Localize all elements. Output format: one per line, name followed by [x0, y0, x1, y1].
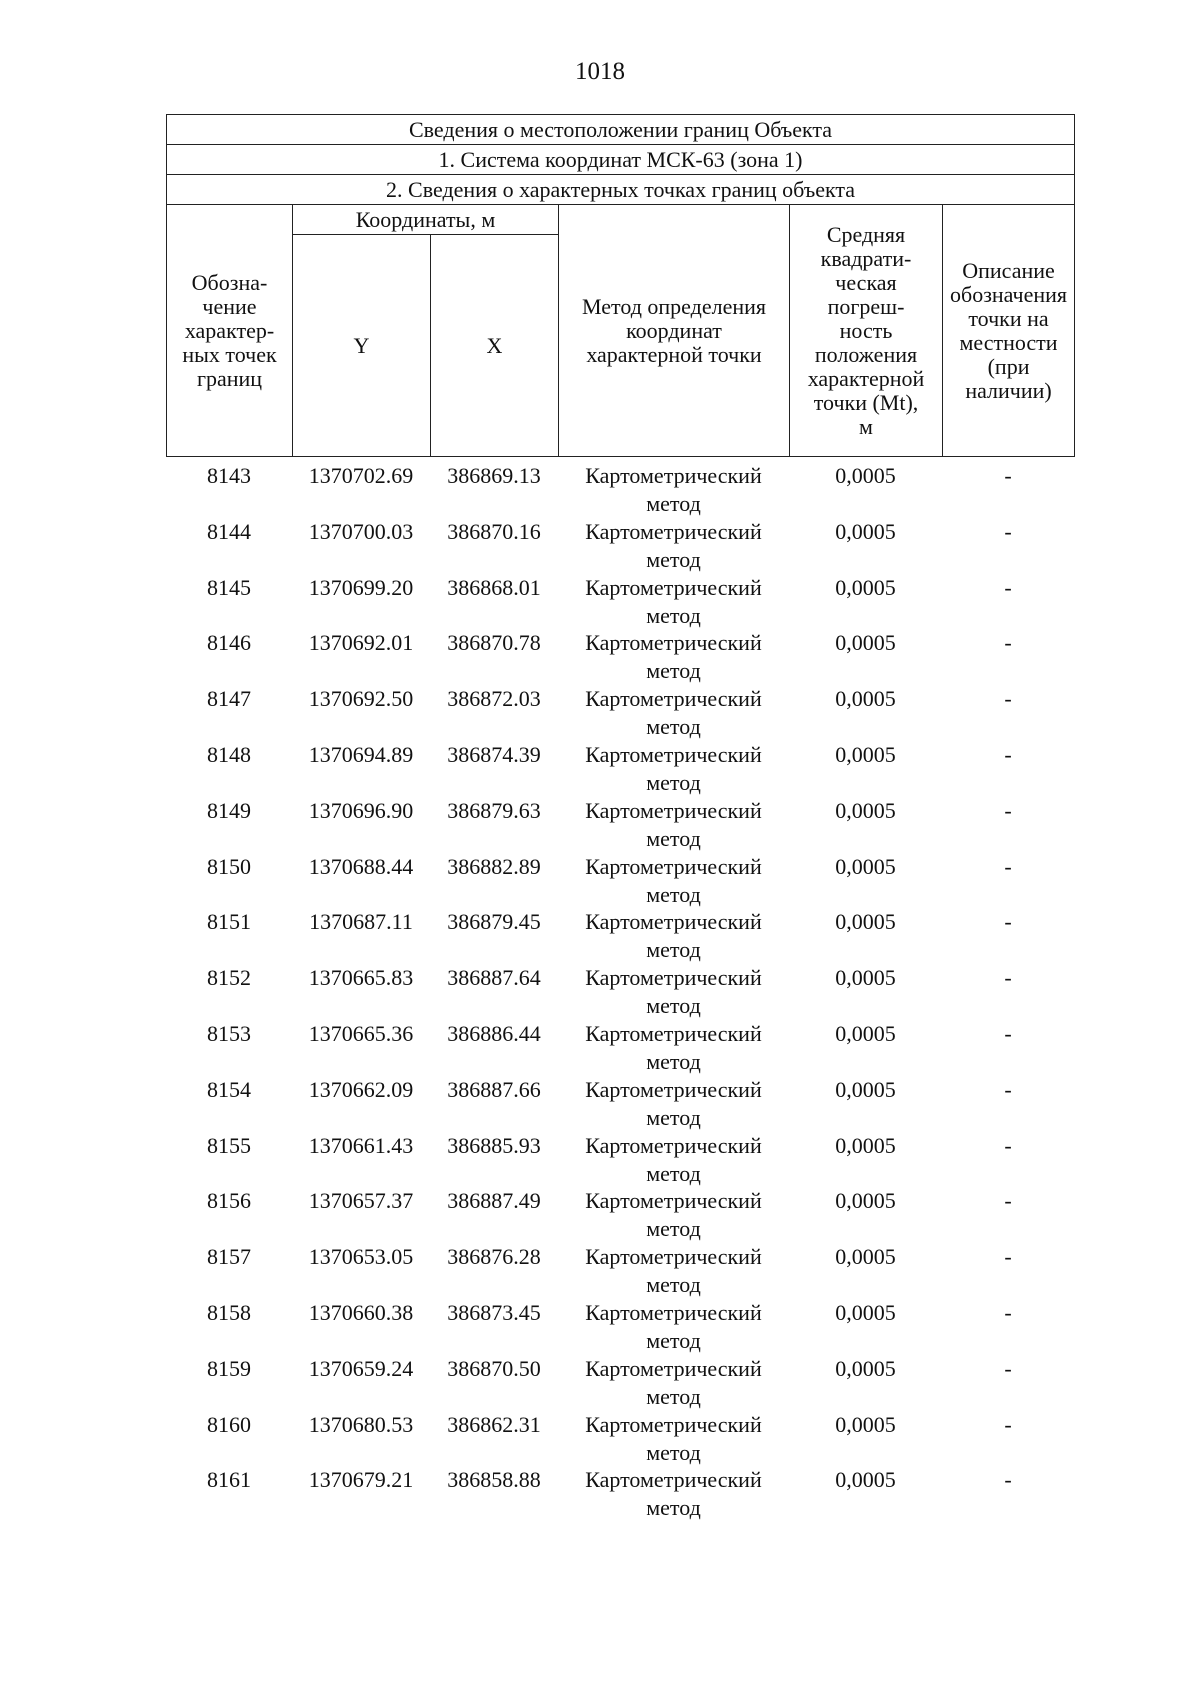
point-id-cell: 8158 — [207, 1299, 251, 1325]
mean-square-error-cell: 0,0005 — [835, 574, 896, 600]
table-row — [166, 853, 1074, 909]
coordinate-system-title: 1. Система координат МСК-63 (зона 1) — [167, 145, 1075, 175]
coord-y-cell: 1370687.11 — [309, 909, 413, 935]
mean-square-error-cell: 0,0005 — [835, 1467, 896, 1493]
coord-x-cell: 386870.78 — [447, 630, 541, 656]
mean-square-error-cell: 0,0005 — [835, 630, 896, 656]
table-row — [166, 1020, 1074, 1076]
method-cell: Картометрический метод — [585, 1020, 762, 1074]
table-row — [166, 462, 1074, 518]
mean-square-error-cell: 0,0005 — [835, 1076, 896, 1102]
point-id-cell: 8145 — [207, 574, 251, 600]
point-description-cell: - — [1004, 1076, 1012, 1102]
table-row — [166, 741, 1074, 797]
point-id-cell: 8150 — [207, 853, 251, 879]
mean-square-error-cell: 0,0005 — [835, 909, 896, 935]
method-cell: Картометрический метод — [585, 1467, 762, 1521]
point-description-cell: - — [1004, 1467, 1012, 1493]
point-description-cell: - — [1004, 1355, 1012, 1381]
coord-x-cell: 386886.44 — [447, 1020, 541, 1046]
coord-x-cell: 386870.16 — [447, 518, 541, 544]
table-row — [166, 908, 1074, 964]
point-id-cell: 8144 — [207, 518, 251, 544]
header-error: Средняя квадрати- ческая погреш- ность положения характерной точки (Mt), м — [790, 205, 943, 457]
coord-y-cell: 1370699.20 — [308, 574, 414, 600]
method-cell: Картометрический метод — [585, 686, 762, 740]
coord-y-cell: 1370679.21 — [308, 1467, 414, 1493]
mean-square-error-cell: 0,0005 — [835, 965, 896, 991]
mean-square-error-cell: 0,0005 — [835, 853, 896, 879]
point-id-cell: 8155 — [207, 1132, 251, 1158]
point-description-cell: - — [1004, 1299, 1012, 1325]
coord-y-cell: 1370692.01 — [308, 630, 414, 656]
coord-y-cell: 1370694.89 — [308, 741, 414, 767]
point-description-cell: - — [1004, 965, 1012, 991]
point-id-cell: 8161 — [207, 1467, 251, 1493]
method-cell: Картометрический метод — [585, 1411, 762, 1465]
method-cell: Картометрический метод — [585, 741, 762, 795]
method-cell: Картометрический метод — [585, 1188, 762, 1242]
method-cell: Картометрический метод — [585, 1244, 762, 1298]
point-description-cell: - — [1004, 741, 1012, 767]
point-id-cell: 8147 — [207, 686, 251, 712]
method-cell: Картометрический метод — [585, 909, 762, 963]
coord-y-cell: 1370662.09 — [308, 1076, 414, 1102]
coord-x-cell: 386872.03 — [447, 686, 541, 712]
coord-y-cell: 1370665.36 — [308, 1020, 414, 1046]
coord-y-cell: 1370659.24 — [308, 1355, 414, 1381]
header-y: Y — [293, 235, 431, 457]
table-row — [166, 797, 1074, 853]
table-row — [166, 1132, 1074, 1188]
point-id-cell: 8154 — [207, 1076, 251, 1102]
point-id-cell: 8152 — [207, 965, 251, 991]
coord-x-cell: 386882.89 — [447, 853, 541, 879]
header-x: X — [431, 235, 559, 457]
coord-x-cell: 386885.93 — [447, 1132, 541, 1158]
table-row — [166, 1299, 1074, 1355]
method-cell: Картометрический метод — [585, 1299, 762, 1353]
method-cell: Картометрический метод — [585, 463, 762, 516]
point-id-cell: 8160 — [207, 1411, 251, 1437]
mean-square-error-cell: 0,0005 — [835, 1355, 896, 1381]
mean-square-error-cell: 0,0005 — [835, 797, 896, 823]
table-row — [166, 574, 1074, 630]
point-description-cell: - — [1004, 1188, 1012, 1214]
mean-square-error-cell: 0,0005 — [835, 1020, 896, 1046]
table-row — [166, 1076, 1074, 1132]
coord-y-cell: 1370661.43 — [308, 1132, 414, 1158]
mean-square-error-cell: 0,0005 — [835, 1132, 896, 1158]
method-cell: Картометрический метод — [585, 1132, 762, 1186]
table-row — [166, 1243, 1074, 1299]
mean-square-error-cell: 0,0005 — [835, 1244, 896, 1270]
coord-x-cell: 386869.13 — [447, 463, 541, 488]
coord-x-cell: 386862.31 — [447, 1411, 541, 1437]
table-row — [166, 518, 1074, 574]
method-cell: Картометрический метод — [585, 797, 762, 851]
mean-square-error-cell: 0,0005 — [835, 1188, 896, 1214]
point-description-cell: - — [1004, 630, 1012, 656]
coord-x-cell: 386887.64 — [447, 965, 541, 991]
coord-x-cell: 386879.45 — [447, 909, 541, 935]
header-designation: Обозна- чение характер- ных точек границ — [167, 205, 293, 457]
coord-y-cell: 1370665.83 — [308, 965, 414, 991]
point-description-cell: - — [1004, 797, 1012, 823]
method-cell: Картометрический метод — [585, 853, 762, 907]
coord-x-cell: 386876.28 — [447, 1244, 541, 1270]
table-row — [166, 1187, 1074, 1243]
coord-x-cell: 386858.88 — [447, 1467, 541, 1493]
coord-y-cell: 1370657.37 — [308, 1188, 414, 1214]
boundary-points-table-header — [166, 114, 1075, 457]
coord-y-cell: 1370692.50 — [308, 686, 414, 712]
mean-square-error-cell: 0,0005 — [835, 463, 896, 488]
coord-y-cell: 1370700.03 — [308, 518, 414, 544]
point-id-cell: 8146 — [207, 630, 251, 656]
point-description-cell: - — [1004, 574, 1012, 600]
point-description-cell: - — [1004, 463, 1012, 488]
coord-x-cell: 386887.49 — [447, 1188, 541, 1214]
table-row — [166, 685, 1074, 741]
point-id-cell: 8153 — [207, 1020, 251, 1046]
coord-y-cell: 1370653.05 — [308, 1244, 414, 1270]
point-id-cell: 8156 — [207, 1188, 251, 1214]
point-description-cell: - — [1004, 1132, 1012, 1158]
coord-y-cell: 1370688.44 — [308, 853, 414, 879]
point-description-cell: - — [1004, 853, 1012, 879]
header-coordinates: Координаты, м — [293, 205, 559, 235]
point-id-cell: 8151 — [207, 909, 251, 935]
coord-x-cell: 386887.66 — [447, 1076, 541, 1102]
method-cell: Картометрический метод — [585, 518, 762, 572]
mean-square-error-cell: 0,0005 — [835, 1299, 896, 1325]
method-cell: Картометрический метод — [585, 574, 762, 628]
coord-y-cell: 1370702.69 — [308, 463, 414, 488]
coord-x-cell: 386873.45 — [447, 1299, 541, 1325]
header-description: Описание обозначения точки на местности (при наличии) — [943, 205, 1075, 457]
point-id-cell: 8148 — [207, 741, 251, 767]
table-row — [166, 629, 1074, 685]
method-cell: Картометрический метод — [585, 1076, 762, 1130]
coord-x-cell: 386870.50 — [447, 1355, 541, 1381]
header-method: Метод определения координат характерной точки — [559, 205, 790, 457]
method-cell: Картометрический метод — [585, 965, 762, 1019]
coord-y-cell: 1370680.53 — [308, 1411, 414, 1437]
method-cell: Картометрический метод — [585, 630, 762, 684]
point-description-cell: - — [1004, 1411, 1012, 1437]
point-description-cell: - — [1004, 518, 1012, 544]
point-description-cell: - — [1004, 909, 1012, 935]
table-row — [166, 1411, 1074, 1467]
boundary-points-rows — [166, 462, 1074, 1522]
coord-y-cell: 1370696.90 — [308, 797, 414, 823]
mean-square-error-cell: 0,0005 — [835, 686, 896, 712]
point-id-cell: 8159 — [207, 1355, 251, 1381]
coord-y-cell: 1370660.38 — [308, 1299, 414, 1325]
mean-square-error-cell: 0,0005 — [835, 1411, 896, 1437]
table-row — [166, 964, 1074, 1020]
point-id-cell: 8157 — [207, 1244, 251, 1270]
coord-x-cell: 386879.63 — [447, 797, 541, 823]
coord-x-cell: 386874.39 — [447, 741, 541, 767]
point-description-cell: - — [1004, 1020, 1012, 1046]
method-cell: Картометрический метод — [585, 1355, 762, 1409]
coord-x-cell: 386868.01 — [447, 574, 541, 600]
point-id-cell: 8143 — [207, 463, 251, 488]
point-id-cell: 8149 — [207, 797, 251, 823]
mean-square-error-cell: 0,0005 — [835, 741, 896, 767]
table-row — [166, 1466, 1074, 1522]
page-number: 1018 — [575, 58, 625, 85]
point-description-cell: - — [1004, 1244, 1012, 1270]
table-title: Сведения о местоположении границ Объекта — [167, 115, 1075, 145]
table-row — [166, 1355, 1074, 1411]
mean-square-error-cell: 0,0005 — [835, 518, 896, 544]
point-description-cell: - — [1004, 686, 1012, 712]
points-section-title: 2. Сведения о характерных точках границ объекта — [167, 175, 1075, 205]
